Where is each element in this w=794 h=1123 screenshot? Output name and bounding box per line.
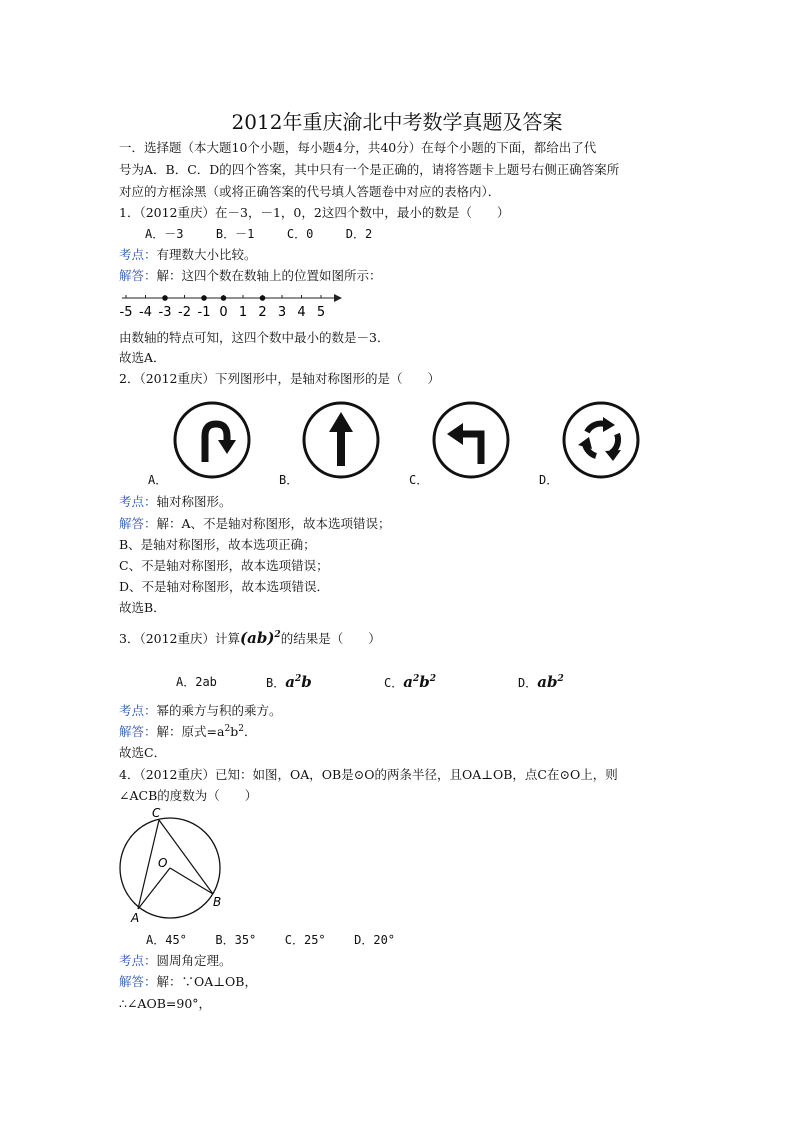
kaodian-label: 考点： [119, 703, 157, 718]
q3-math [240, 629, 281, 647]
kaodian-text: 圆周角定理。 [156, 953, 232, 968]
number-line-tick-label: -4 [139, 305, 152, 320]
q3-math-base: (ab) [240, 629, 275, 647]
base2: b [419, 673, 430, 691]
q4-option-d: D．20° [354, 933, 396, 947]
number-line-tick-label: 1 [238, 305, 248, 320]
exp: 2 [294, 674, 302, 684]
q2-kaodian [119, 492, 232, 512]
q2-jieda [119, 514, 391, 534]
number-line-point [201, 295, 207, 301]
exp: 2 [412, 674, 420, 684]
q4-jieda [119, 972, 257, 992]
page-title: 2012年重庆渝北中考数学真题及答案 [231, 110, 563, 134]
number-line-point [221, 295, 227, 301]
label-a: A [131, 911, 140, 925]
q3-math-exp: 2 [274, 630, 281, 640]
q1-stem: 1．（2012重庆）在－3，－1，0，2这四个数中，最小的数是（ ） [119, 205, 510, 220]
label-c: C [152, 806, 161, 820]
q3-option-c [384, 672, 436, 693]
number-line-tick-label: 3 [277, 305, 287, 320]
number-line-arrow-icon [334, 294, 342, 302]
q4-option-b: B．35° [215, 933, 257, 947]
q2-stem: 2．（2012重庆）下列图形中，是轴对称图形的是（ ） [119, 371, 441, 386]
section-intro-line-3: 对应的方框涂黑（或将正确答案的代号填人答题卷中对应的表格内）． [119, 184, 501, 199]
q1-answer: 故选A． [119, 350, 166, 365]
q2-line-b: B、是轴对称图形，故本选项正确； [119, 537, 316, 552]
base: a [403, 673, 413, 691]
q3-stem-tail: 的结果是（ ） [280, 631, 381, 646]
jieda-text: 解：∵OA⊥OB， [156, 974, 257, 989]
number-line-tick-label: 2 [258, 305, 267, 320]
number-line-tick-label: 4 [297, 305, 306, 320]
section-intro-line-1: 一．选择题（本大题10个小题，每小题4分，共40分）在每个小题的下面，都给出了代 [119, 140, 597, 155]
post: ． [243, 724, 257, 739]
kaodian-text: 有理数大小比较。 [156, 247, 257, 262]
q1-jieda [119, 266, 382, 286]
circle-figure [112, 806, 232, 926]
up-arrow-icon [301, 400, 381, 480]
q1-options [145, 224, 372, 244]
label-b: B [213, 895, 222, 909]
q4-option-c: C．25° [284, 933, 326, 947]
exp: 2 [224, 723, 231, 734]
q1-option-c: C．0 [286, 227, 314, 241]
q3-option-b-math [285, 673, 312, 691]
q4-kaodian [119, 951, 232, 971]
q3-option-c-label: C． [384, 676, 404, 690]
exp2: 2 [429, 674, 436, 684]
q4-stem-line-1: 4．（2012重庆）已知：如图，OA，OB是⊙O的两条半径，且OA⊥OB，点C在⊙O上，则 [119, 767, 618, 782]
number-line-tick-label: -2 [178, 305, 191, 320]
kaodian-label: 考点： [119, 494, 157, 509]
q3-option-a: A．2ab [176, 675, 217, 689]
exp2: 2 [238, 723, 244, 734]
q1-option-a: A．－3 [145, 227, 184, 241]
jieda-text: 解：这四个数在数轴上的位置如图所示： [156, 268, 382, 283]
jieda-label: 解答： [119, 516, 157, 531]
q2-line-c: C、不是轴对称图形，故本选项错误； [119, 558, 329, 573]
jieda-label: 解答： [119, 974, 157, 989]
jieda-text: 解：原式=a [156, 724, 225, 739]
q1-option-b: B．－1 [215, 227, 255, 241]
label-o: O [158, 856, 168, 870]
q3-jieda [119, 722, 256, 742]
kaodian-text: 轴对称图形。 [156, 494, 232, 509]
section-intro-line-2: 号为A．B．C．D的四个答案，其中只有一个是正确的，请将答题卡上题号右侧正确答案所 [119, 162, 620, 177]
q3-stem-text: 3．（2012重庆）计算 [119, 631, 241, 646]
exp: 2 [557, 674, 564, 684]
left-turn-arrow-icon [431, 400, 511, 480]
number-line-tick-label: 0 [219, 305, 228, 320]
q4-option-a: A．45° [146, 933, 187, 947]
number-line-tick-label: -3 [158, 305, 172, 320]
q3-option-d-label: D． [518, 676, 538, 690]
q1-conclusion: 由数轴的特点可知，这四个数中最小的数是－3． [119, 330, 390, 345]
roundabout-arrows-icon [561, 400, 641, 480]
q2-label-a: A． [148, 473, 168, 487]
number-line [116, 288, 346, 322]
q3-option-b-label: B． [266, 676, 286, 690]
q2-line-d: D、不是轴对称图形，故本选项错误． [119, 579, 330, 594]
mid: b [230, 724, 239, 739]
number-line-tick-label: 5 [316, 305, 326, 320]
q2-label-d: D． [539, 473, 559, 487]
kaodian-label: 考点： [119, 247, 157, 262]
kaodian-text: 幂的乘方与积的乘方。 [156, 703, 282, 718]
q2-label-b: B． [279, 473, 299, 487]
q1-kaodian [119, 245, 257, 265]
jieda-text: 解：A、不是轴对称图形，故本选项错误； [156, 516, 391, 531]
jieda-label: 解答： [119, 724, 157, 739]
number-line-point [260, 295, 266, 301]
jieda-label: 解答： [119, 268, 157, 283]
q2-label-c: C． [409, 473, 429, 487]
q4-stem-line-2: ∠ACB的度数为（ ） [119, 788, 258, 803]
q2-answer: 故选B． [119, 600, 166, 615]
q4-options [146, 930, 395, 950]
radius-ob [170, 868, 213, 894]
q3-option-d-math [537, 673, 563, 691]
base: ab [537, 673, 558, 691]
number-line-tick-label: -5 [119, 305, 133, 320]
u-turn-arrow-icon [172, 400, 252, 480]
base: a [285, 673, 295, 691]
q3-option-b [266, 672, 312, 693]
number-line-tick-label: -1 [197, 305, 211, 320]
q3-option-c-math [403, 673, 436, 691]
kaodian-label: 考点： [119, 953, 157, 968]
number-line-point [162, 295, 168, 301]
tail: b [301, 673, 312, 691]
q3-kaodian [119, 701, 282, 721]
q4-line-2: ∴∠AOB=90°， [119, 996, 212, 1011]
q3-answer: 故选C． [119, 745, 167, 760]
q1-option-d: D．2 [345, 227, 373, 241]
q3-stem [119, 628, 381, 649]
q3-option-d [518, 672, 564, 693]
